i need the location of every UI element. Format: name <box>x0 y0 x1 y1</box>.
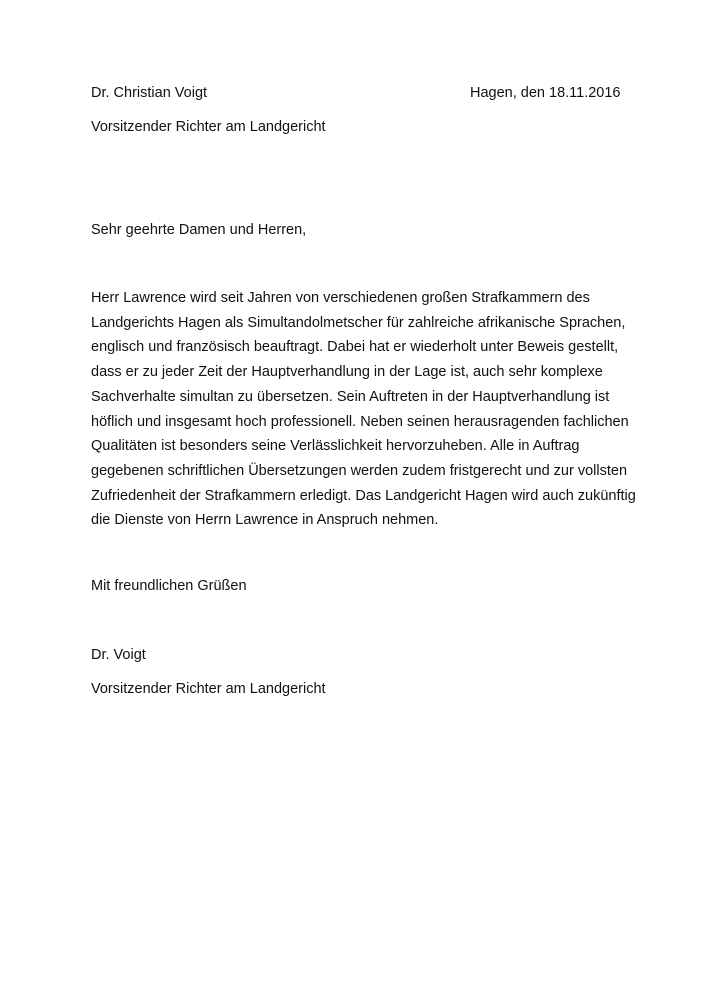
body-line: englisch und französisch beauftragt. Dabei hat er wiederholt unter Beweis gestellt, <box>91 339 619 356</box>
body-line: Herr Lawrence wird seit Jahren von verschiedenen großen Strafkammern des <box>91 290 590 306</box>
body-line: Zufriedenheit der Strafkammern erledigt. Das Landgericht Hagen wird auch zukünftig <box>91 487 636 504</box>
body-line: Landgerichts Hagen als Simultandolmetscher für zahlreiche afrikanische Sprachen, <box>91 314 626 331</box>
sender-name: Dr. Christian Voigt <box>91 85 208 101</box>
body-line: Qualitäten ist besonders seine Verlässlichkeit hervorzuheben. Alle in Auftrag <box>91 438 580 455</box>
body-line: Sachverhalte simultan zu übersetzen. Sein Auftreten in der Hauptverhandlung ist <box>91 388 610 405</box>
place-date: Hagen, den 18.11.2016 <box>470 85 621 101</box>
signature-title: Vorsitzender Richter am Landgericht <box>91 681 326 697</box>
signature-name: Dr. Voigt <box>91 647 146 663</box>
body-line: höflich und insgesamt hoch professionell. Neben seinen herausragenden fachlichen <box>91 413 629 430</box>
salutation: Sehr geehrte Damen und Herren, <box>91 222 307 238</box>
sender-title: Vorsitzender Richter am Landgericht <box>91 119 326 135</box>
body-line: die Dienste von Herrn Lawrence in Anspruch nehmen. <box>91 512 439 529</box>
body-paragraph <box>91 286 651 533</box>
body-line: dass er zu jeder Zeit der Hauptverhandlung in der Lage ist, auch sehr komplexe <box>91 364 603 381</box>
closing: Mit freundlichen Grüßen <box>91 578 247 594</box>
body-line: gegebenen schriftlichen Übersetzungen werden zudem fristgerecht und zur vollsten <box>91 462 628 479</box>
